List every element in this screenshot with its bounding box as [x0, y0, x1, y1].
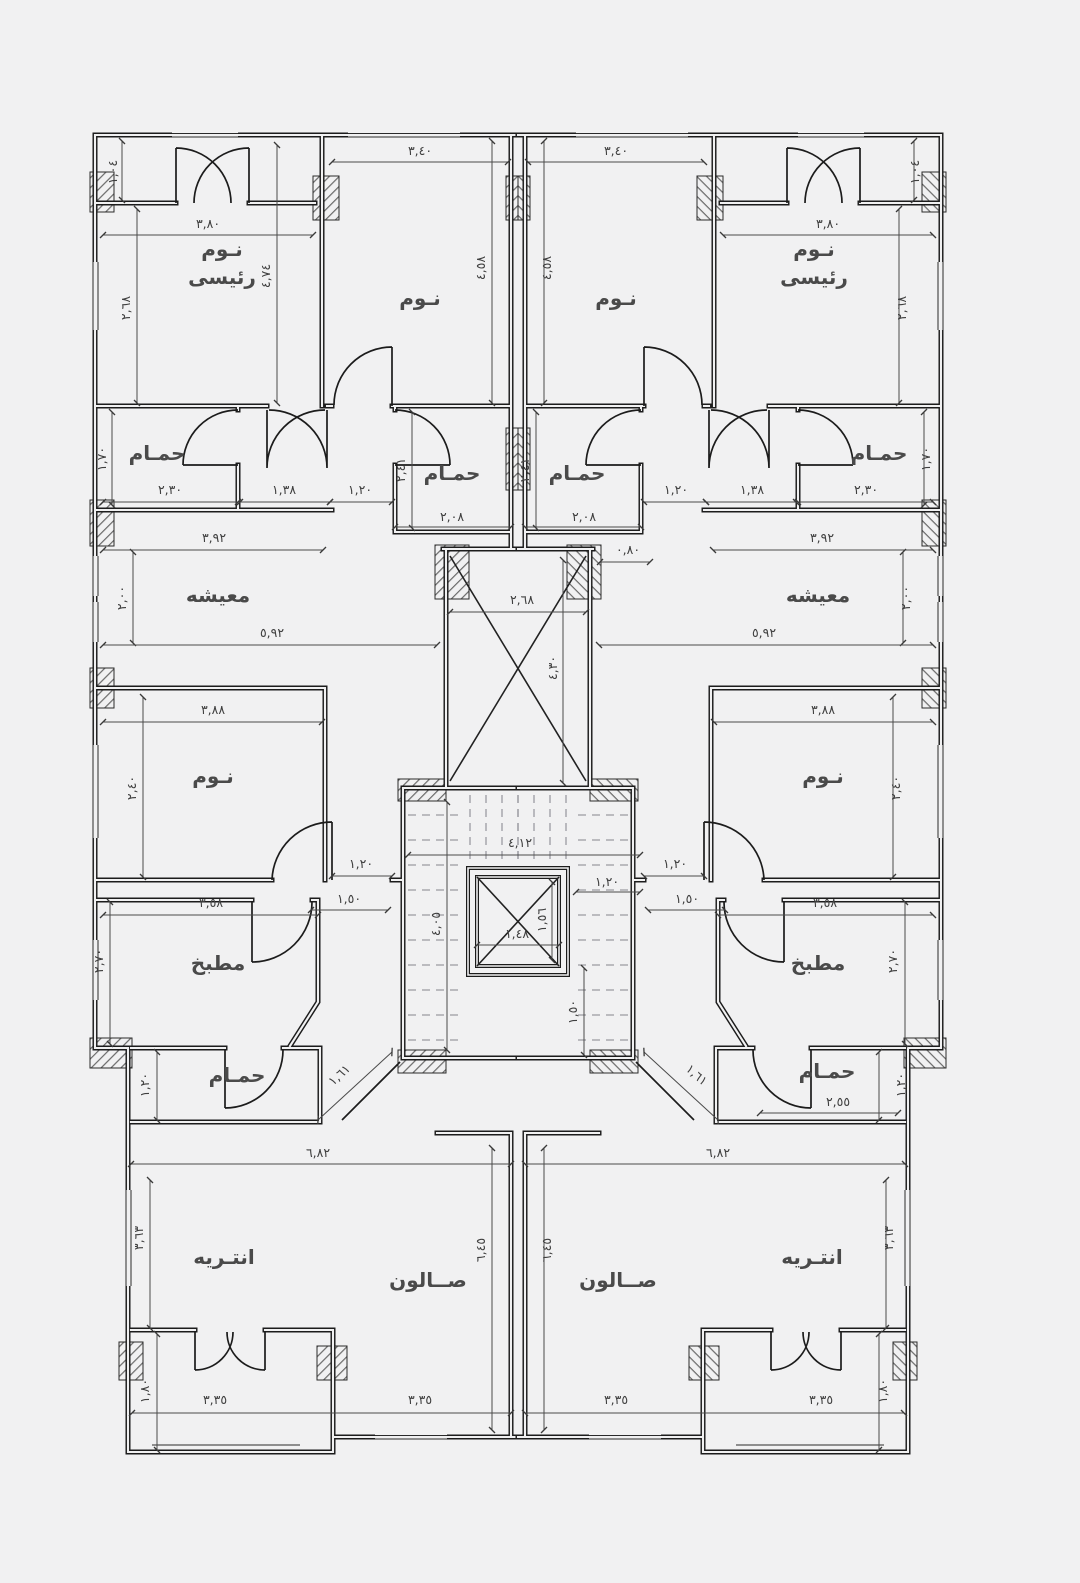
dim-1-20-hall-right: ١,٢٠ [663, 482, 689, 497]
dim-3-35-porch-left: ٣,٣٥ [202, 1392, 228, 1407]
dim-3-63-right: ٣,٦٣ [881, 1225, 896, 1251]
dim-1-20-door-right: ١,٢٠ [662, 856, 688, 871]
dim-2-41-left: ٢,٤١ [393, 457, 408, 483]
dim-1-20-bath-left: ١,٢٠ [137, 1072, 152, 1098]
dim-1-04-right: ١,٠٤ [907, 159, 922, 185]
room-bedroom-mid-right: نـوم [802, 764, 844, 788]
room-salon-right: صــالون [579, 1268, 657, 1292]
dim-2-30-right: ٢,٣٠ [853, 482, 879, 497]
dim-1-38-left: ١,٣٨ [271, 482, 297, 497]
dim-6-82-right: ٦,٨٢ [705, 1145, 731, 1160]
room-bathroom-center-left: حمـام [423, 461, 481, 485]
dim-1-20-stairs: ١,٢٠ [594, 874, 620, 889]
room-kitchen-left: مطبخ [190, 951, 246, 975]
dim-5-92-right: ٥,٩٢ [751, 625, 777, 640]
dim-3-58-right: ٣,٥٨ [812, 895, 838, 910]
dim-2-68-shaft: ٢,٦٨ [509, 592, 535, 607]
dim-6-45-left: ٦,٤٥ [473, 1237, 488, 1263]
dim-5-92-left: ٥,٩٢ [259, 625, 285, 640]
dim-1-61-right: ١,٦١ [683, 1061, 711, 1089]
dim-2-00-left: ٢,٠٠ [114, 585, 129, 611]
room-bedroom-mid-left: نـوم [192, 764, 234, 788]
room-bathroom-low-right: حمـام [798, 1059, 856, 1083]
dim-3-35-salon-left: ٣,٣٥ [407, 1392, 433, 1407]
dim-1-50-right: ١,٥٠ [674, 891, 700, 906]
dim-2-70-left: ٢,٧٠ [91, 948, 106, 974]
dim-2-40-left: ٢,٤٠ [124, 775, 139, 801]
dim-3-92-right: ٣,٩٢ [809, 530, 835, 545]
room-bathroom-top-left: حمـام [128, 441, 186, 465]
dim-2-41-right: ٢,٤١ [517, 457, 532, 483]
dim-1-80-right: ١,٨٠ [875, 1378, 890, 1404]
dim-3-88-right: ٣,٨٨ [810, 702, 836, 717]
room-salon-left: صــالون [389, 1268, 467, 1292]
dim-3-40-right: ٣,٤٠ [603, 143, 629, 158]
dim-1-38-right: ١,٣٨ [739, 482, 765, 497]
dim-6-82-left: ٦,٨٢ [305, 1145, 331, 1160]
dim-1-20-hall-left: ١,٢٠ [347, 482, 373, 497]
room-living-left: معيشه [185, 583, 251, 607]
dim-4-74: ٤,٧٤ [258, 263, 273, 289]
dim-4-58-right: ٤,٥٨ [539, 255, 554, 281]
dim-4-30-shaft: ٤,٣٠ [545, 655, 560, 681]
room-foyer-right: انتـريه [781, 1245, 843, 1269]
room-bedroom-top-left: نـوم [399, 286, 441, 310]
room-bathroom-top-right: حمـام [850, 441, 908, 465]
room-living-right: معيشه [785, 583, 851, 607]
dim-1-56-elevator: ١,٥٦ [534, 907, 549, 933]
room-kitchen-right: مطبخ [790, 951, 846, 975]
dim-0-80: ٠,٨٠ [615, 542, 641, 557]
dim-2-68-right-wall: ٢,٦٨ [894, 295, 909, 321]
room-bathroom-low-left: حمـام [208, 1063, 266, 1087]
dim-1-70-right: ١,٧٠ [918, 446, 933, 472]
dim-6-45-right: ٦,٤٥ [539, 1237, 554, 1263]
dim-1-20-bath-right: ١,٢٠ [893, 1072, 908, 1098]
room-master-bedroom-right-line2: رئيسى [780, 265, 848, 289]
room-master-bedroom-left-line2: رئيسى [188, 265, 256, 289]
dim-3-92-left: ٣,٩٢ [201, 530, 227, 545]
dim-1-04-left: ١,٠٤ [105, 159, 120, 185]
dim-4-05-stairs: ٤,٠٥ [428, 911, 443, 937]
dim-3-35-salon-right: ٣,٣٥ [603, 1392, 629, 1407]
dim-2-00-right: ٢,٠٠ [898, 585, 913, 611]
dim-1-20-door-left: ١,٢٠ [348, 856, 374, 871]
dim-2-40-right: ٢,٤٠ [888, 775, 903, 801]
dim-1-80-left: ١,٨٠ [137, 1378, 152, 1404]
dim-3-35-porch-right: ٣,٣٥ [808, 1392, 834, 1407]
dim-2-68-left-wall: ٢,٦٨ [118, 295, 133, 321]
dim-4-58-left: ٤,٥٨ [473, 255, 488, 281]
dim-3-88-left: ٣,٨٨ [200, 702, 226, 717]
dim-3-40-left: ٣,٤٠ [407, 143, 433, 158]
dim-2-08-left: ٢,٠٨ [439, 509, 465, 524]
dim-1-50-left: ١,٥٠ [336, 891, 362, 906]
dim-3-80-right: ٣,٨٠ [815, 216, 841, 231]
room-bedroom-top-right: نـوم [595, 286, 637, 310]
dim-1-61-left: ١,٦١ [325, 1061, 353, 1089]
dim-2-30-left: ٢,٣٠ [157, 482, 183, 497]
room-master-bedroom-right-line1: نـوم [793, 237, 835, 261]
elevator-shaft [450, 556, 586, 975]
dim-1-70-left: ١,٧٠ [94, 446, 109, 472]
dim-3-63-left: ٣,٦٣ [131, 1225, 146, 1251]
dim-3-80-left: ٣,٨٠ [195, 216, 221, 231]
dim-2-55-bath-right: ٢,٥٥ [825, 1094, 851, 1109]
room-master-bedroom-left-line1: نـوم [201, 237, 243, 261]
dim-2-70-right: ٢,٧٠ [885, 948, 900, 974]
dim-1-48-elevator: ١,٤٨ [504, 926, 530, 941]
dim-4-12-stairs: ٤,١٢ [507, 835, 533, 850]
dim-1-50-landing: ١,٥٠ [565, 999, 580, 1025]
room-bathroom-center-right: حمـام [548, 461, 606, 485]
dim-2-08-right: ٢,٠٨ [571, 509, 597, 524]
room-foyer-left: انتـريه [193, 1245, 255, 1269]
dim-3-58-left: ٣,٥٨ [198, 895, 224, 910]
